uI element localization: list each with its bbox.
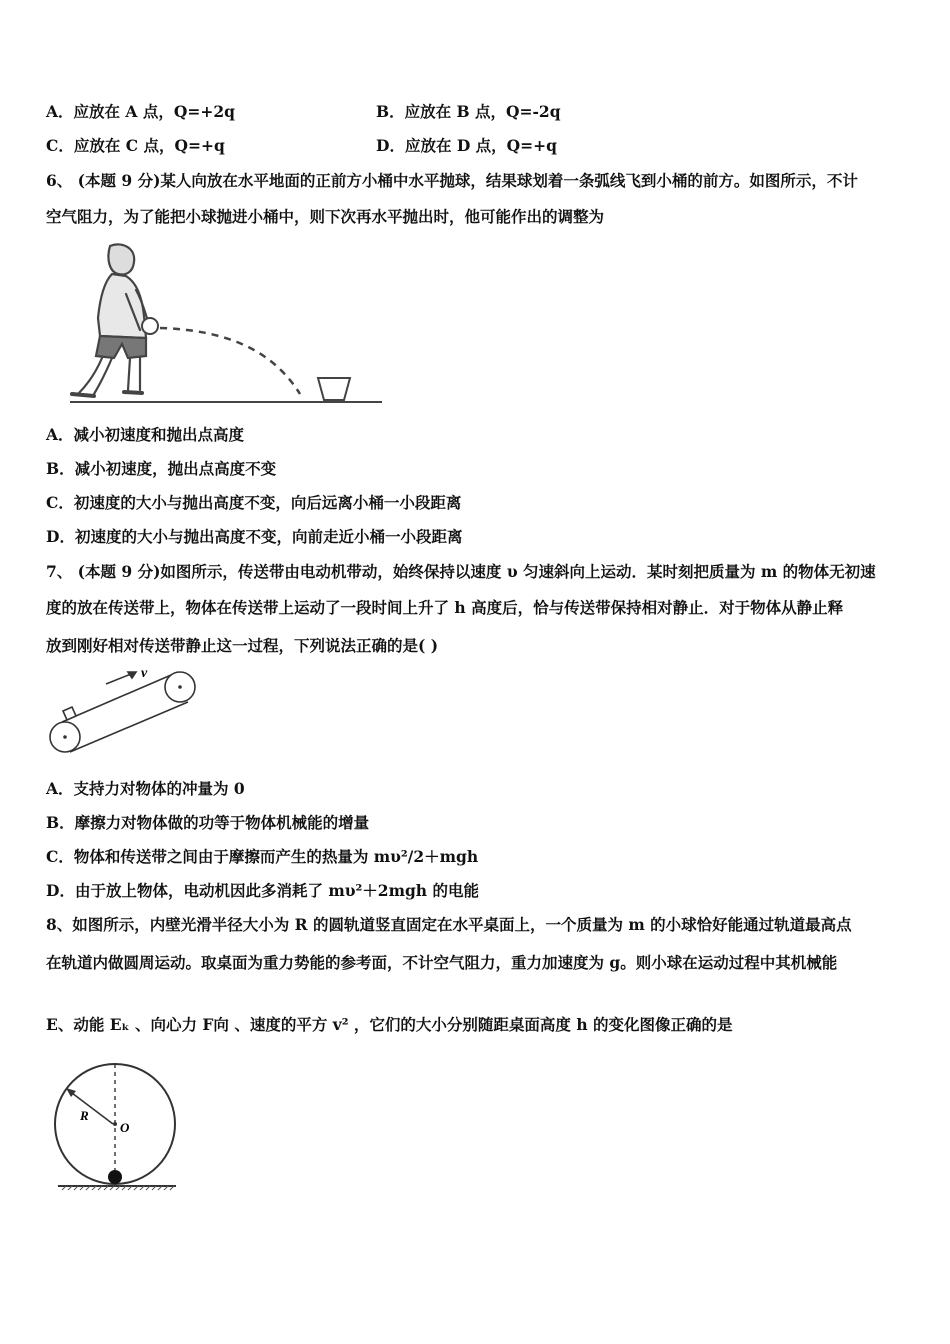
q7-option-c: C．物体和传送带之间由于摩擦而产生的热量为 mυ²/2＋mgh	[46, 847, 479, 866]
ball-icon	[142, 318, 158, 334]
q8-figure	[54, 1058, 184, 1198]
radius-label: R	[80, 1108, 89, 1123]
center-label: O	[120, 1120, 130, 1135]
block-icon	[63, 707, 76, 720]
center-point	[113, 1122, 117, 1126]
q7-option-a: A．支持力对物体的冲量为 0	[46, 779, 245, 798]
ball-icon	[108, 1170, 122, 1184]
q7-option-d: D．由于放上物体，电动机因此多消耗了 mυ²＋2mgh 的电能	[46, 881, 479, 900]
belt-top-line	[62, 672, 178, 722]
velocity-label: v	[141, 666, 148, 681]
q6-stem-line2: 空气阻力，为了能把小球抛进小桶中，则下次再水平抛出时，他可能作出的调整为	[46, 207, 605, 226]
q6-option-b: B．减小初速度，抛出点高度不变	[46, 459, 277, 478]
q7-figure	[44, 660, 204, 760]
q7-stem-line3: 放到刚好相对传送带静止这一过程，下列说法正确的是( )	[46, 636, 439, 655]
q6-option-d: D．初速度的大小与抛出高度不变，向前走近小桶一小段距离	[46, 527, 463, 546]
q7-stem-line2: 度的放在传送带上，物体在传送带上运动了一段时间上升了 h 高度后，恰与传送带保持相对静止．对于物体从静止释	[46, 598, 844, 617]
trajectory-arc	[160, 328, 300, 394]
q6-stem-line1: 6、 (本题 9 分)某人向放在水平地面的正前方小桶中水平抛球，结果球划着一条弧线飞到小桶的前方。如图所示，不计	[46, 171, 858, 190]
bucket-icon	[318, 378, 350, 400]
person-figure	[72, 244, 152, 396]
q5-option-d: D．应放在 D 点，Q=+q	[376, 136, 557, 155]
q6-figure	[60, 238, 390, 408]
q8-stem-line1: 8、如图所示，内壁光滑半径大小为 R 的圆轨道竖直固定在水平桌面上，一个质量为 m 的小球恰好能通过轨道最高点	[46, 915, 852, 934]
q7-option-b: B．摩擦力对物体做的功等于物体机械能的增量	[46, 813, 370, 832]
belt-bottom-line	[70, 702, 188, 752]
q5-option-c: C．应放在 C 点，Q=+q	[46, 136, 225, 155]
q7-stem-line1: 7、 (本题 9 分)如图所示，传送带由电动机带动，始终保持以速度 υ 匀速斜向上运动．某时刻把质量为 m 的物体无初速	[46, 562, 876, 581]
q8-stem-line2: 在轨道内做圆周运动。取桌面为重力势能的参考面，不计空气阻力，重力加速度为 g。则小球在运动过程中其机械能	[46, 953, 838, 972]
q8-stem-line3: E、动能 Eₖ 、向心力 F向 、速度的平方 v² ，它们的大小分别随距桌面高度 h 的变化图像正确的是	[46, 1015, 733, 1034]
q5-option-a: A．应放在 A 点，Q=+2q	[46, 102, 235, 121]
q5-option-b: B．应放在 B 点，Q=-2q	[376, 102, 561, 121]
q6-option-a: A．减小初速度和抛出点高度	[46, 425, 245, 444]
q6-option-c: C．初速度的大小与抛出高度不变，向后远离小桶一小段距离	[46, 493, 462, 512]
